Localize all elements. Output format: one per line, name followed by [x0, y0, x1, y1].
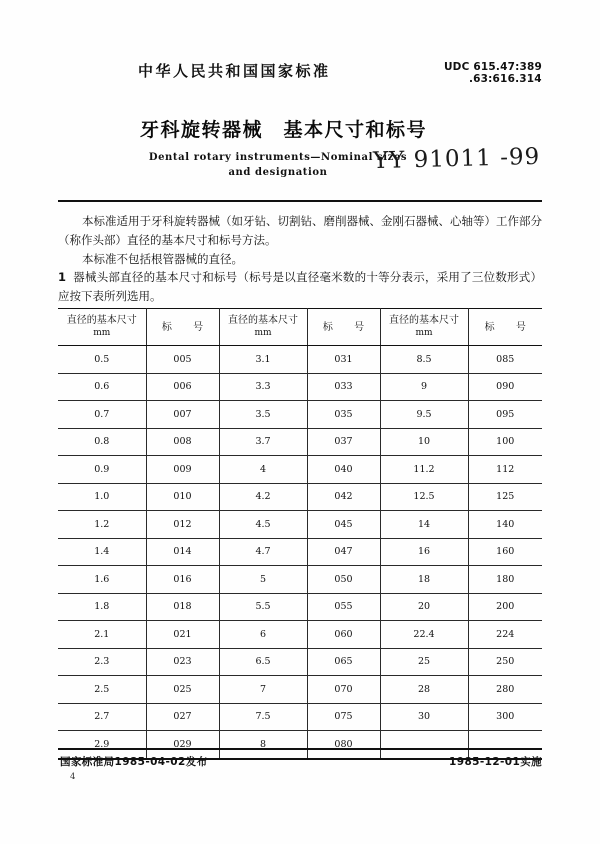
cell-diameter-3: 20	[380, 593, 468, 621]
cell-diameter-3: 11.2	[380, 456, 468, 484]
cell-diameter-3: 30	[380, 703, 468, 731]
cell-diameter-2: 3.3	[219, 373, 307, 401]
cell-diameter-3: 8.5	[380, 346, 468, 374]
table-row	[58, 676, 542, 704]
cell-mark-2: 042	[307, 483, 380, 511]
cell-diameter-3: 22.4	[380, 621, 468, 649]
cell-diameter-2: 4.7	[219, 538, 307, 566]
cell-mark-3: 160	[468, 538, 542, 566]
cell-mark-2: 060	[307, 621, 380, 649]
cell-mark-1: 029	[146, 731, 219, 759]
clause-1-number: 1	[58, 270, 67, 284]
col-header-diameter-3-unit: mm	[415, 328, 433, 338]
cell-diameter-1: 2.7	[58, 703, 146, 731]
col-header-diameter-3-label: 直径的基本尺寸	[389, 315, 459, 326]
table-row	[58, 483, 542, 511]
col-header-diameter-3	[380, 309, 468, 346]
cell-diameter-3: 9.5	[380, 401, 468, 429]
scope-paragraph-1: 本标准适用于牙科旋转器械（如牙钻、切割钻、磨削器械、金刚石器械、心轴等）工作部分（称作头部）直径的基本尺寸和标号方法。	[58, 214, 542, 247]
cell-mark-2: 055	[307, 593, 380, 621]
cell-mark-1: 007	[146, 401, 219, 429]
col-header-mark-2	[307, 309, 380, 346]
cell-mark-2: 047	[307, 538, 380, 566]
cell-mark-2: 045	[307, 511, 380, 539]
cell-mark-3: 100	[468, 428, 542, 456]
cell-mark-1: 025	[146, 676, 219, 704]
page-title-chinese: 牙科旋转器械 基本尺寸和标号	[140, 119, 428, 141]
cell-diameter-1: 1.2	[58, 511, 146, 539]
header-divider-rule	[58, 200, 542, 202]
table-header-row	[58, 309, 542, 346]
cell-mark-3: 200	[468, 593, 542, 621]
cell-diameter-1: 1.4	[58, 538, 146, 566]
table-row	[58, 593, 542, 621]
scope-paragraph-2: 本标准不包括根管器械的直径。	[82, 252, 243, 266]
cell-diameter-2: 3.1	[219, 346, 307, 374]
cell-mark-1: 023	[146, 648, 219, 676]
col-header-diameter-2-label: 直径的基本尺寸	[228, 315, 298, 326]
cell-diameter-2: 3.7	[219, 428, 307, 456]
cell-mark-1: 021	[146, 621, 219, 649]
cell-mark-3: 085	[468, 346, 542, 374]
cell-diameter-1: 2.9	[58, 731, 146, 759]
cell-mark-1: 018	[146, 593, 219, 621]
cell-mark-2: 040	[307, 456, 380, 484]
cell-mark-3: 125	[468, 483, 542, 511]
cell-mark-2: 035	[307, 401, 380, 429]
cell-mark-1: 014	[146, 538, 219, 566]
col-header-diameter-2	[219, 309, 307, 346]
col-header-diameter-1-unit: mm	[93, 328, 111, 338]
cell-mark-3: 180	[468, 566, 542, 594]
cell-mark-3: 224	[468, 621, 542, 649]
page-number: 4	[70, 772, 76, 782]
table-head	[58, 309, 542, 346]
cell-mark-1: 006	[146, 373, 219, 401]
cell-diameter-1: 0.9	[58, 456, 146, 484]
table-row	[58, 456, 542, 484]
cell-mark-3: 300	[468, 703, 542, 731]
footer-divider-rule	[58, 748, 542, 750]
document-header	[58, 60, 542, 178]
col-header-mark-2-label: 标 号	[322, 321, 374, 333]
table-body	[58, 346, 542, 759]
cell-mark-3: 095	[468, 401, 542, 429]
cell-mark-1: 016	[146, 566, 219, 594]
table-row	[58, 428, 542, 456]
cell-diameter-3: 18	[380, 566, 468, 594]
cell-diameter-1: 0.7	[58, 401, 146, 429]
title-english-line-2: and designation	[228, 167, 328, 178]
col-header-mark-1	[146, 309, 219, 346]
cell-mark-1: 010	[146, 483, 219, 511]
cell-diameter-2: 4.5	[219, 511, 307, 539]
cell-diameter-2: 4.2	[219, 483, 307, 511]
udc-line-1: UDC 615.47:389	[443, 61, 542, 73]
cell-diameter-2: 6	[219, 621, 307, 649]
cell-diameter-1: 1.0	[58, 483, 146, 511]
cell-mark-1: 009	[146, 456, 219, 484]
col-header-diameter-2-unit: mm	[254, 328, 272, 338]
scope-paragraphs	[58, 212, 542, 269]
col-header-diameter-1	[58, 309, 146, 346]
cell-mark-1: 027	[146, 703, 219, 731]
cell-mark-2: 070	[307, 676, 380, 704]
cell-diameter-1: 2.1	[58, 621, 146, 649]
clause-1-text: 器械头部直径的基本尺寸和标号（标号是以直径毫米数的十等分表示，采用了三位数形式）应按下表所列选用。	[58, 270, 542, 303]
effective-date-text: 1985-12-01实施	[449, 756, 542, 768]
cell-diameter-2: 4	[219, 456, 307, 484]
cell-diameter-1: 2.3	[58, 648, 146, 676]
cell-diameter-2: 6.5	[219, 648, 307, 676]
national-standard-title: 中华人民共和国国家标准	[138, 62, 331, 80]
cell-mark-2: 033	[307, 373, 380, 401]
table-row	[58, 621, 542, 649]
col-header-mark-1-label: 标 号	[161, 321, 213, 333]
table-row	[58, 703, 542, 731]
table-row	[58, 538, 542, 566]
cell-diameter-1: 1.6	[58, 566, 146, 594]
table-row	[58, 401, 542, 429]
udc-classification	[444, 61, 542, 85]
cell-mark-2: 065	[307, 648, 380, 676]
cell-mark-3: 140	[468, 511, 542, 539]
cell-diameter-2: 7.5	[219, 703, 307, 731]
cell-mark-3: 250	[468, 648, 542, 676]
cell-diameter-3: 9	[380, 373, 468, 401]
cell-mark-2: 080	[307, 731, 380, 759]
cell-diameter-3: 28	[380, 676, 468, 704]
cell-diameter-1: 0.8	[58, 428, 146, 456]
cell-mark-2: 037	[307, 428, 380, 456]
col-header-mark-3-label: 标 号	[484, 321, 535, 333]
cell-mark-1: 012	[146, 511, 219, 539]
udc-line-2: .63:616.314	[468, 73, 542, 85]
cell-mark-3: 280	[468, 676, 542, 704]
cell-diameter-1: 0.6	[58, 373, 146, 401]
cell-diameter-1: 2.5	[58, 676, 146, 704]
cell-mark-2: 050	[307, 566, 380, 594]
cell-mark-3: 090	[468, 373, 542, 401]
cell-mark-3: 112	[468, 456, 542, 484]
cell-diameter-2: 7	[219, 676, 307, 704]
table-row	[58, 511, 542, 539]
cell-diameter-2: 8	[219, 731, 307, 759]
cell-diameter-3: 12.5	[380, 483, 468, 511]
cell-mark-2: 075	[307, 703, 380, 731]
table-row	[58, 373, 542, 401]
cell-mark-1: 005	[146, 346, 219, 374]
national-standard-line	[58, 60, 542, 86]
standard-number-handwritten: YY 91011 -99	[372, 143, 541, 175]
cell-diameter-2: 3.5	[219, 401, 307, 429]
cell-diameter-1: 1.8	[58, 593, 146, 621]
nominal-sizes-table	[58, 308, 542, 760]
title-english-line-1: Dental rotary instruments—Nominal sizes	[148, 152, 408, 163]
cell-diameter-2: 5	[219, 566, 307, 594]
table-row	[58, 346, 542, 374]
issue-date-text: 国家标准局1985-04-02发布	[60, 756, 208, 768]
cell-diameter-2: 5.5	[219, 593, 307, 621]
cell-diameter-3: 10	[380, 428, 468, 456]
cell-diameter-3: 14	[380, 511, 468, 539]
col-header-diameter-1-label: 直径的基本尺寸	[66, 315, 137, 326]
cell-diameter-3: 16	[380, 538, 468, 566]
cell-diameter-1: 0.5	[58, 346, 146, 374]
table-row	[58, 648, 542, 676]
cell-mark-1: 008	[146, 428, 219, 456]
clause-1	[58, 268, 542, 306]
cell-diameter-3: 25	[380, 648, 468, 676]
table-row	[58, 566, 542, 594]
nominal-sizes-table-wrapper	[58, 308, 542, 760]
cell-mark-2: 031	[307, 346, 380, 374]
col-header-mark-3	[468, 309, 542, 346]
